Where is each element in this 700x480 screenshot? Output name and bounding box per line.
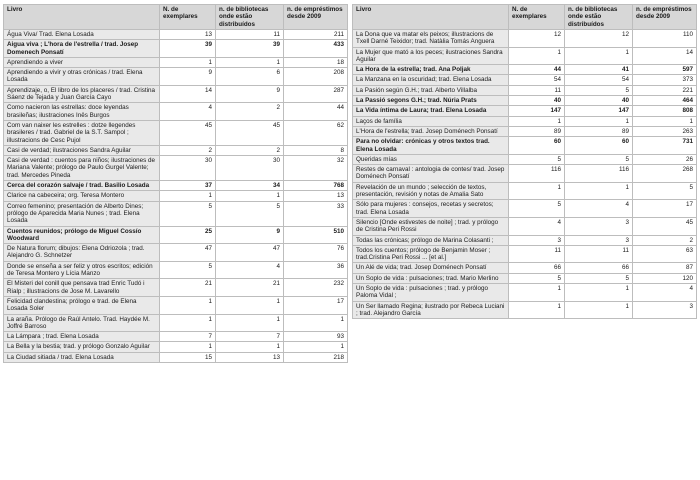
emprestimos-cell: 45 — [633, 217, 697, 235]
bibliotecas-cell: 6 — [216, 68, 284, 86]
table-row — [4, 342, 348, 352]
book-title-cell: Casi de verdad; ilustraciones Sandra Aguilar — [4, 145, 160, 155]
bibliotecas-cell: 1 — [565, 182, 633, 200]
exemplares-cell: 1 — [509, 47, 565, 65]
book-title-cell: La Mujer que mató a los peces; ilustraciones Sandra Aguilar — [353, 47, 509, 65]
table-row — [4, 156, 348, 181]
exemplares-cell: 2 — [160, 145, 216, 155]
book-title-cell: La Manzana en la oscuridad; trad. Elena Losada — [353, 75, 509, 85]
exemplares-cell: 30 — [160, 156, 216, 181]
bibliotecas-cell: 11 — [216, 30, 284, 40]
book-title-cell: Aprendiendo a vivir y otras crónicas / trad. Elena Losada — [4, 68, 160, 86]
bibliotecas-cell: 13 — [216, 352, 284, 362]
book-title-cell: Casi de verdad : cuentos para niños; ilustraciones de Mariana Valente; prólogo de Paulo Gurgel Valente; trad. Mercedes Pineda — [4, 156, 160, 181]
bibliotecas-cell: 3 — [565, 235, 633, 245]
bibliotecas-cell: 9 — [216, 85, 284, 103]
emprestimos-cell: 32 — [284, 156, 348, 181]
exemplares-cell: 1 — [160, 296, 216, 314]
table-row — [353, 165, 697, 183]
exemplares-cell: 5 — [509, 273, 565, 283]
header-livro: Livro — [4, 5, 160, 30]
bibliotecas-cell: 147 — [565, 106, 633, 116]
emprestimos-cell: 808 — [633, 106, 697, 116]
book-title-cell: Água Viva/ Trad. Elena Losada — [4, 30, 160, 40]
table-row — [353, 137, 697, 155]
exemplares-cell: 15 — [160, 352, 216, 362]
table-body-left — [4, 30, 348, 363]
exemplares-cell: 5 — [160, 201, 216, 226]
emprestimos-cell: 373 — [633, 75, 697, 85]
book-title-cell: Un Soplo de vida : pulsaciones ; trad. y prólogo Paloma Vidal ; — [353, 284, 509, 302]
table-row — [4, 296, 348, 314]
book-title-cell: La Ciudad sitiada / trad. Elena Losada — [4, 352, 160, 362]
header-bibliotecas: n. de bibliotecas onde estão distribuídos — [216, 5, 284, 30]
book-title-cell: Un Ser llamado Regina; ilustrado por Rebeca Luciani ; trad. Alejandro García — [353, 301, 509, 319]
exemplares-cell: 37 — [160, 181, 216, 191]
table-row — [4, 57, 348, 67]
emprestimos-cell: 87 — [633, 263, 697, 273]
table-row — [353, 75, 697, 85]
exemplares-cell: 44 — [509, 65, 565, 75]
emprestimos-cell: 26 — [633, 154, 697, 164]
table-row — [353, 245, 697, 263]
book-title-cell: Com van naixer les estrelles : dotze llegendes brasileres / trad. Gabriel de la S.T. Sampol ; illustracions de Cesc Pujol — [4, 120, 160, 145]
exemplares-cell: 45 — [160, 120, 216, 145]
bibliotecas-cell: 5 — [216, 201, 284, 226]
table-row — [4, 332, 348, 342]
book-title-cell: Aprendizaje, o, El libro de los placeres / trad. Cristina Sáenz de Tejada y Juan García Cayo — [4, 85, 160, 103]
bibliotecas-cell: 66 — [565, 263, 633, 273]
book-title-cell: La Vida íntima de Laura; trad. Elena Losada — [353, 106, 509, 116]
exemplares-cell: 11 — [509, 245, 565, 263]
exemplares-cell: 4 — [509, 217, 565, 235]
emprestimos-cell: 1 — [284, 314, 348, 332]
book-title-cell: La Hora de la estrella; trad. Ana Poljak — [353, 65, 509, 75]
table-row — [4, 30, 348, 40]
emprestimos-cell: 218 — [284, 352, 348, 362]
book-title-cell: La araña. Prólogo de Raúl Antelo. Trad. Haydée M. Joffré Barroso — [4, 314, 160, 332]
bibliotecas-cell: 89 — [565, 126, 633, 136]
emprestimos-cell: 110 — [633, 30, 697, 48]
bibliotecas-cell: 2 — [216, 103, 284, 121]
emprestimos-cell: 221 — [633, 85, 697, 95]
bibliotecas-cell: 1 — [216, 342, 284, 352]
emprestimos-cell: 464 — [633, 96, 697, 106]
emprestimos-cell: 731 — [633, 137, 697, 155]
emprestimos-cell: 510 — [284, 226, 348, 244]
table-row — [353, 85, 697, 95]
book-title-cell: Silencio [Onde estivestes de noite] ; trad. y prólogo de Cristina Peri Rossi — [353, 217, 509, 235]
bibliotecas-cell: 1 — [565, 47, 633, 65]
table-row — [353, 273, 697, 283]
emprestimos-cell: 62 — [284, 120, 348, 145]
exemplares-cell: 3 — [509, 235, 565, 245]
table-header-row — [4, 5, 348, 30]
table-row — [353, 182, 697, 200]
table-row — [353, 106, 697, 116]
emprestimos-cell: 63 — [633, 245, 697, 263]
exemplares-cell: 1 — [160, 314, 216, 332]
book-title-cell: Revelación de un mundo ; selección de textos, presentación, revisión y notas de Amalia Sato — [353, 182, 509, 200]
header-emprestimos: n. de empréstimos desde 2009 — [633, 5, 697, 30]
bibliotecas-cell: 1 — [565, 116, 633, 126]
table-row — [4, 314, 348, 332]
exemplares-cell: 5 — [160, 261, 216, 279]
book-title-cell: Aprendiendo a viver — [4, 57, 160, 67]
book-title-cell: Como nacieron las estrellas: doce leyendas brasileñas; ilustraciones Inês Burgos — [4, 103, 160, 121]
table-row — [353, 154, 697, 164]
book-title-cell: La Passió segons G.H.; trad. Núria Prats — [353, 96, 509, 106]
bibliotecas-cell: 39 — [216, 40, 284, 58]
emprestimos-cell: 2 — [633, 235, 697, 245]
book-title-cell: Cuentos reunidos; prólogo de Miguel Cossío Woodward — [4, 226, 160, 244]
bibliotecas-cell: 4 — [216, 261, 284, 279]
bibliotecas-cell: 45 — [216, 120, 284, 145]
book-title-cell: L'Hora de l'estrella; trad. Josep Doménech Ponsatí — [353, 126, 509, 136]
bibliotecas-cell: 1 — [565, 284, 633, 302]
emprestimos-cell: 13 — [284, 191, 348, 201]
emprestimos-cell: 18 — [284, 57, 348, 67]
emprestimos-cell: 597 — [633, 65, 697, 75]
book-title-cell: Sólo para mujeres : consejos, recetas y secretos; trad. Elena Losada — [353, 200, 509, 218]
emprestimos-cell: 33 — [284, 201, 348, 226]
book-title-cell: Restes de carnaval : antologia de contes/ trad. Josep Doménech Ponsatí — [353, 165, 509, 183]
book-title-cell: Todos los cuentos; prólogo de Benjamin Moser ; trad.Cristina Peri Rossi ... [et al.] — [353, 245, 509, 263]
exemplares-cell: 12 — [509, 30, 565, 48]
table-row — [353, 301, 697, 319]
bibliotecas-cell: 11 — [565, 245, 633, 263]
header-bibliotecas: n. de bibliotecas onde estão distribuídos — [565, 5, 633, 30]
book-title-cell: La Lámpara ; trad. Elena Losada — [4, 332, 160, 342]
bibliotecas-cell: 12 — [565, 30, 633, 48]
emprestimos-cell: 211 — [284, 30, 348, 40]
emprestimos-cell: 120 — [633, 273, 697, 283]
bibliotecas-cell: 1 — [216, 296, 284, 314]
exemplares-cell: 116 — [509, 165, 565, 183]
emprestimos-cell: 14 — [633, 47, 697, 65]
table-row — [353, 263, 697, 273]
exemplares-cell: 66 — [509, 263, 565, 273]
header-exemplares: N. de exemplares — [509, 5, 565, 30]
header-exemplares: N. de exemplares — [160, 5, 216, 30]
book-title-cell: Correo femenino; presentación de Alberto Dines; prólogo de Aparecida Maria Nunes ; trad. Elena Losada — [4, 201, 160, 226]
table-row — [353, 284, 697, 302]
table-row — [353, 47, 697, 65]
bibliotecas-cell: 1 — [216, 191, 284, 201]
table-row — [353, 126, 697, 136]
emprestimos-cell: 768 — [284, 181, 348, 191]
bibliotecas-cell: 41 — [565, 65, 633, 75]
book-title-cell: Donde se enseña a ser feliz y otros escritos; edición de Teresa Montero y Lícia Manzo — [4, 261, 160, 279]
bibliotecas-cell: 5 — [565, 154, 633, 164]
table-body-right — [353, 30, 697, 319]
book-title-cell: El Misteri del conill que pensava trad Enric Tudó i Rialp ; illustracions de Jose M. Lavarello — [4, 279, 160, 297]
exemplares-cell: 147 — [509, 106, 565, 116]
emprestimos-cell: 8 — [284, 145, 348, 155]
header-emprestimos: n. de empréstimos desde 2009 — [284, 5, 348, 30]
exemplares-cell: 54 — [509, 75, 565, 85]
emprestimos-cell: 3 — [633, 301, 697, 319]
emprestimos-cell: 17 — [284, 296, 348, 314]
emprestimos-cell: 5 — [633, 182, 697, 200]
emprestimos-cell: 36 — [284, 261, 348, 279]
table-row — [353, 65, 697, 75]
exemplares-cell: 13 — [160, 30, 216, 40]
exemplares-cell: 39 — [160, 40, 216, 58]
exemplares-cell: 25 — [160, 226, 216, 244]
book-title-cell: La Dona que va matar els peixos; illustracions de Txell Darné Teixidor; trad. Natàlia Tomás Anguera — [353, 30, 509, 48]
table-row — [4, 181, 348, 191]
exemplares-cell: 5 — [509, 200, 565, 218]
table-row — [353, 116, 697, 126]
exemplares-cell: 47 — [160, 244, 216, 262]
table-row — [4, 226, 348, 244]
bibliotecas-cell: 5 — [565, 273, 633, 283]
emprestimos-cell: 268 — [633, 165, 697, 183]
exemplares-cell: 4 — [160, 103, 216, 121]
bibliotecas-cell: 21 — [216, 279, 284, 297]
table-row — [4, 85, 348, 103]
bibliotecas-cell: 1 — [565, 301, 633, 319]
emprestimos-cell: 232 — [284, 279, 348, 297]
table-row — [353, 200, 697, 218]
loans-table-left — [3, 4, 348, 363]
bibliotecas-cell: 30 — [216, 156, 284, 181]
emprestimos-cell: 1 — [284, 342, 348, 352]
exemplares-cell: 11 — [509, 85, 565, 95]
emprestimos-cell: 4 — [633, 284, 697, 302]
exemplares-cell: 9 — [160, 68, 216, 86]
exemplares-cell: 1 — [160, 342, 216, 352]
bibliotecas-cell: 60 — [565, 137, 633, 155]
exemplares-cell: 21 — [160, 279, 216, 297]
exemplares-cell: 89 — [509, 126, 565, 136]
book-title-cell: Felicidad clandestina; prólogo e trad. de Elena Losada Soler — [4, 296, 160, 314]
bibliotecas-cell: 47 — [216, 244, 284, 262]
book-title-cell: De Natura florum; dibujos: Elena Odriozola ; trad. Alejandro G. Schnetzer — [4, 244, 160, 262]
emprestimos-cell: 44 — [284, 103, 348, 121]
table-row — [4, 352, 348, 362]
book-title-cell: Queridas mías — [353, 154, 509, 164]
book-title-cell: Todas las crónicas; prólogo de Marina Colasanti ; — [353, 235, 509, 245]
bibliotecas-cell: 7 — [216, 332, 284, 342]
table-row — [4, 279, 348, 297]
bibliotecas-cell: 9 — [216, 226, 284, 244]
table-row — [353, 217, 697, 235]
table-row — [4, 201, 348, 226]
table-header-row — [353, 5, 697, 30]
book-title-cell: Cerca del corazón salvaje / trad. Basilio Losada — [4, 181, 160, 191]
book-title-cell: Aigua viva ; L'hora de l'estrella / trad. Josep Domenech Ponsatí — [4, 40, 160, 58]
exemplares-cell: 5 — [509, 154, 565, 164]
emprestimos-cell: 76 — [284, 244, 348, 262]
exemplares-cell: 1 — [160, 57, 216, 67]
book-title-cell: La Bella y la bestia; trad. y prólogo Gonzalo Aguilar — [4, 342, 160, 352]
exemplares-cell: 60 — [509, 137, 565, 155]
table-row — [4, 191, 348, 201]
book-title-cell: La Pasión según G.H.; trad. Alberto Villalba — [353, 85, 509, 95]
exemplares-cell: 1 — [509, 182, 565, 200]
emprestimos-cell: 287 — [284, 85, 348, 103]
bibliotecas-cell: 3 — [565, 217, 633, 235]
table-row — [353, 96, 697, 106]
table-row — [4, 145, 348, 155]
exemplares-cell: 1 — [509, 116, 565, 126]
exemplares-cell: 1 — [160, 191, 216, 201]
exemplares-cell: 40 — [509, 96, 565, 106]
emprestimos-cell: 1 — [633, 116, 697, 126]
bibliotecas-cell: 34 — [216, 181, 284, 191]
table-row — [4, 244, 348, 262]
loans-table-right — [352, 4, 697, 319]
table-row — [353, 235, 697, 245]
emprestimos-cell: 17 — [633, 200, 697, 218]
bibliotecas-cell: 2 — [216, 145, 284, 155]
book-title-cell: Para no olvidar: crónicas y otros textos trad. Elena Losada — [353, 137, 509, 155]
bibliotecas-cell: 1 — [216, 314, 284, 332]
book-title-cell: Un Soplo de vida : pulsaciones; trad. Mario Merlino — [353, 273, 509, 283]
table-row — [4, 40, 348, 58]
exemplares-cell: 1 — [509, 301, 565, 319]
bibliotecas-cell: 116 — [565, 165, 633, 183]
emprestimos-cell: 263 — [633, 126, 697, 136]
table-row — [4, 103, 348, 121]
table-row — [4, 261, 348, 279]
table-row — [353, 30, 697, 48]
book-title-cell: Laços de família — [353, 116, 509, 126]
table-row — [4, 68, 348, 86]
table-row — [4, 120, 348, 145]
exemplares-cell: 14 — [160, 85, 216, 103]
exemplares-cell: 1 — [509, 284, 565, 302]
emprestimos-cell: 208 — [284, 68, 348, 86]
bibliotecas-cell: 1 — [216, 57, 284, 67]
emprestimos-cell: 433 — [284, 40, 348, 58]
bibliotecas-cell: 54 — [565, 75, 633, 85]
book-title-cell: Clarice na cabeceira; org. Teresa Montero — [4, 191, 160, 201]
emprestimos-cell: 93 — [284, 332, 348, 342]
bibliotecas-cell: 5 — [565, 85, 633, 95]
book-title-cell: Un Alé de vida; trad. Josep Doménech Ponsatí — [353, 263, 509, 273]
header-livro: Livro — [353, 5, 509, 30]
bibliotecas-cell: 40 — [565, 96, 633, 106]
exemplares-cell: 7 — [160, 332, 216, 342]
bibliotecas-cell: 4 — [565, 200, 633, 218]
